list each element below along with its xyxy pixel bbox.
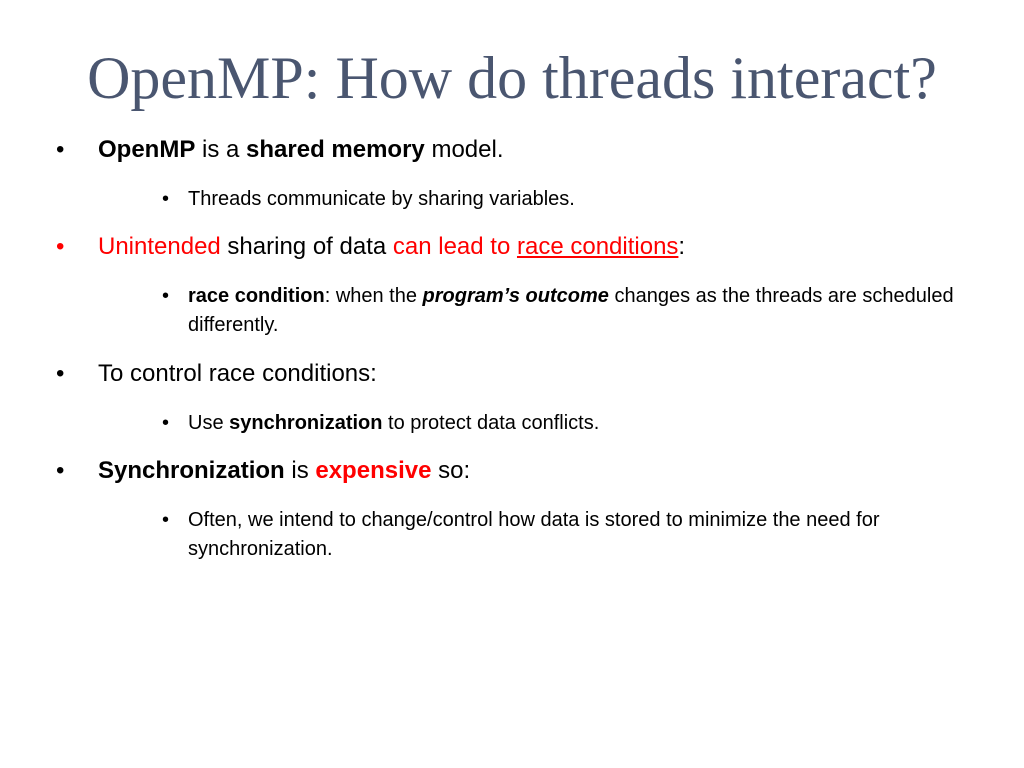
bullet-icon: • xyxy=(56,457,65,484)
term-shared-memory: shared memory xyxy=(246,136,425,163)
slide-title: OpenMP: How do threads interact? xyxy=(87,45,937,111)
subbullet-icon: • xyxy=(162,285,170,307)
text-run: to protect data conflicts. xyxy=(382,412,600,434)
text-run: model. xyxy=(424,136,504,163)
subbullet-icon: • xyxy=(162,412,170,434)
subbullet-icon: • xyxy=(162,509,170,531)
text-run: is xyxy=(284,457,316,484)
term-openmp: OpenMP xyxy=(98,136,196,163)
bullet-icon: • xyxy=(56,136,65,163)
bullet-text: To control race conditions: xyxy=(98,360,377,387)
subbullet-text: Often, we intend to change/control how data is stored to minimize the need for synchronization. xyxy=(188,509,880,560)
subbullet-text xyxy=(188,409,958,438)
text-run: : xyxy=(678,233,686,260)
text-run: can lead to xyxy=(392,233,517,260)
term-synchronization: synchronization xyxy=(229,412,383,434)
text-run: is a xyxy=(195,136,247,163)
bullet-icon: • xyxy=(56,360,65,387)
subbullet-text: Threads communicate by sharing variables. xyxy=(188,188,575,210)
term-synchronization: Synchronization xyxy=(98,457,285,484)
bullet-text xyxy=(98,232,685,262)
term-race-conditions: race conditions xyxy=(516,233,679,260)
term-expensive: expensive xyxy=(315,457,432,484)
text-run: changes as the threads are scheduled differently. xyxy=(188,285,954,336)
bullet-icon: • xyxy=(56,233,65,260)
text-run: so: xyxy=(431,457,471,484)
term-unintended: Unintended xyxy=(98,233,221,260)
term-programs-outcome: program’s outcome xyxy=(422,285,609,307)
bullet-text xyxy=(98,456,470,486)
term-race-condition: race condition xyxy=(188,285,325,307)
bullet-text xyxy=(98,135,503,165)
subbullet-icon: • xyxy=(162,188,170,210)
subbullet-text xyxy=(188,282,958,340)
text-run: sharing of data xyxy=(220,233,393,260)
text-run: Use xyxy=(188,412,230,434)
text-run: : when the xyxy=(324,285,423,307)
